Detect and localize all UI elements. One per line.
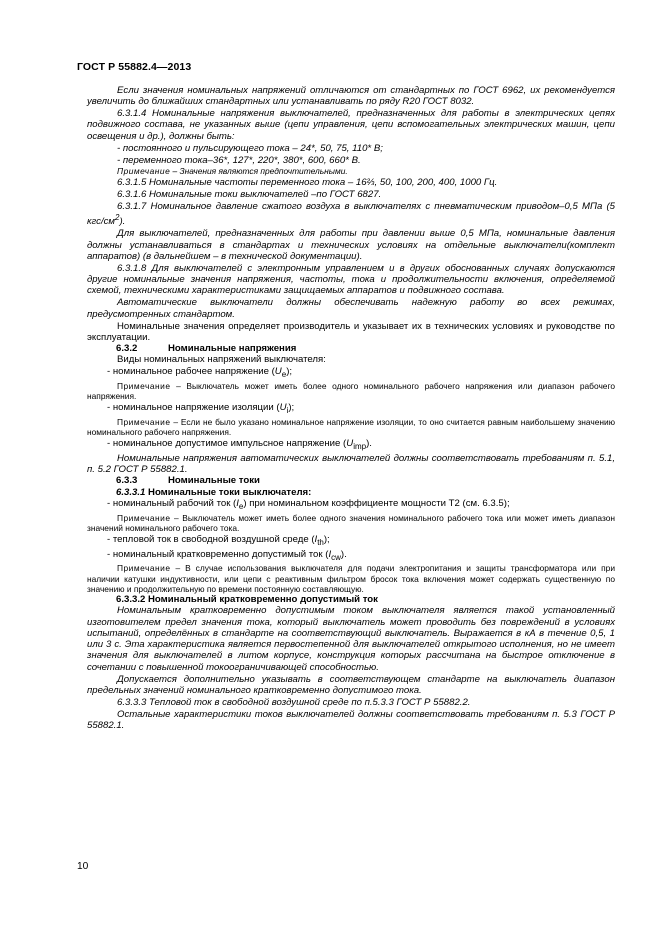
item-text: - номинальное допустимое импульсное напряжение ( bbox=[107, 437, 347, 449]
symbol: I bbox=[236, 497, 239, 509]
section-number: 6.3.2 bbox=[116, 343, 138, 355]
section-heading-6-3-3 bbox=[87, 475, 615, 486]
symbol: U bbox=[346, 437, 354, 449]
symbol-subscript: cw bbox=[331, 552, 341, 562]
item-tail: ); bbox=[323, 533, 330, 545]
clause-6-3-3-3: 6.3.3.3 Тепловой ток в свободной воздушной среде по п.5.3.3 ГОСТ Р 55882.2. bbox=[117, 696, 471, 708]
note-insulation-voltage bbox=[87, 417, 615, 437]
clause-6-3-1-4: 6.3.1.4 Номинальные напряжения выключателей, предназначенных для работы в электрических цепях подвижного состава, не указанных выше (цепи управления, цепи вспомогательных электрических машин, цепи освещения и др.), должны быть: bbox=[87, 108, 615, 142]
paragraph-other-current-characteristics: Остальные характеристики токов выключателей должны соответствовать требованиям п. 5.3 ГОСТ Р 55882.1. bbox=[87, 708, 615, 731]
note-text: – В случае использования выключателя для подачи электропитания и защиты трансформатора или при наличии катушки индуктивности, или цепи с реактивным фильтром бросок тока включения может содержать существенную по значению и продолжительную по времени постоянную составляющую. bbox=[87, 563, 615, 594]
item-text: - тепловой ток в свободной воздушной среде ( bbox=[107, 533, 315, 545]
symbol-subscript: th bbox=[317, 537, 324, 547]
symbol: I bbox=[314, 533, 318, 545]
note-text: – Выключатель может иметь более одного номинального рабочего напряжения или диапазон рабочего напряжения. bbox=[87, 381, 615, 402]
section-title: Номинальные токи bbox=[168, 475, 260, 487]
symbol: U bbox=[274, 366, 282, 378]
symbol-subscript: imp bbox=[353, 441, 367, 451]
note-label: Примечание bbox=[117, 381, 171, 392]
item-tail: ). bbox=[366, 437, 372, 449]
paragraph-reliable-operation: Автоматические выключатели должны обеспечивать надежную работу во всех режимах, предусмотренных стандартом. bbox=[87, 297, 615, 320]
paragraph-manufacturer-values: Номинальные значения определяет производитель и указывает их в технических условиях и руководстве по эксплуатации. bbox=[87, 320, 615, 343]
subsection-title: Номинальные токи выключателя: bbox=[145, 486, 312, 498]
note-text: – Значения являются предпочтительными. bbox=[170, 166, 348, 177]
note-preferred-values bbox=[87, 166, 615, 176]
list-item-rated-operating-current bbox=[87, 498, 615, 512]
paragraph-pressure-above: Для выключателей, предназначенных для работы при давлении выше 0,5 МПа, номинальные давления должны устанавливаться в стандартах и технических условиях на отдельные выключатели(комплект аппаратов) (в дальнейшем – в технической документации). bbox=[87, 228, 615, 262]
note-operating-voltage bbox=[87, 381, 615, 401]
note-operating-current bbox=[87, 513, 615, 533]
section-heading-6-3-2 bbox=[87, 343, 615, 354]
item-tail: ); bbox=[286, 366, 293, 378]
note-label: Примечание bbox=[117, 166, 171, 177]
list-item-short-time-current bbox=[87, 549, 615, 563]
symbol-subscript: e bbox=[238, 501, 244, 511]
note-label: Примечание bbox=[117, 563, 171, 574]
note-text: – Выключатель может иметь более одного значения номинального рабочего тока или может иметь диапазон значений номинального рабочего тока. bbox=[87, 512, 615, 533]
paragraph-voltage-types: Виды номинальных напряжений выключателя: bbox=[117, 354, 326, 366]
document-header: ГОСТ Р 55882.4—2013 bbox=[77, 61, 192, 73]
clause-6-3-1-6: 6.3.1.6 Номинальные токи выключателей –по ГОСТ 6827. bbox=[117, 189, 382, 201]
page-number: 10 bbox=[77, 861, 89, 872]
list-item-insulation-voltage bbox=[87, 402, 615, 416]
paragraph-voltage-requirements: Номинальные напряжения автоматических выключателей должны соответствовать требованиям п. 5.1, п. 5.2 ГОСТ Р 55882.1. bbox=[87, 452, 615, 476]
list-item-rated-operating-voltage bbox=[87, 366, 615, 380]
note-label: Примечание bbox=[117, 416, 171, 427]
paragraph-short-time-current-definition: Номинальным кратковременно допустимым током выключателя является такой установленный изготовителем предел значения тока, который выключатель может проводить без повреждений в условиях испытаний, определённых в стандарте на соответствующий выключатель. Выражается в кА в течение 0,5, 1 или 3 с. Эта характеристика является первостепенной для выключателей открытого исполнения, но не имеет значения для выключателей в литом корпусе, конструкция которых рассчитана на быстрое отключение в сочетании с повышенной токоограничивающей способностью. bbox=[87, 605, 615, 673]
item-tail: ). bbox=[340, 548, 347, 560]
paragraph-gost-6962-note: Если значения номинальных напряжений отличаются от стандартных по ГОСТ 6962, их рекомендуется увеличить до ближайших стандартных или устанавливать по ряду R20 ГОСТ 8032. bbox=[87, 85, 615, 108]
symbol: U bbox=[279, 402, 287, 414]
item-tail: ); bbox=[288, 402, 295, 414]
symbol: I bbox=[328, 548, 332, 560]
clause-6-3-1-7-text: 6.3.1.7 Номинальное давление сжатого воздуха в выключателях с пневматическим приводом–0,5 МПа (5 кгс/см bbox=[87, 201, 615, 228]
section-number: 6.3.3 bbox=[116, 475, 138, 487]
item-text: - номинальное рабочее напряжение ( bbox=[107, 366, 275, 378]
subsection-number: 6.3.3.1 bbox=[116, 486, 146, 498]
superscript: 2 bbox=[115, 213, 120, 223]
symbol-subscript: e bbox=[281, 370, 287, 380]
clause-6-3-1-7-tail: ). bbox=[119, 216, 126, 228]
subsection-heading-6-3-3-2: 6.3.3.2 Номинальный кратковременно допустимый ток bbox=[116, 593, 378, 605]
symbol-subscript: i bbox=[286, 406, 289, 416]
document-body bbox=[87, 85, 615, 731]
note-text: – Если не было указано номинальное напряжение изоляции, то оно считается равным наибольшему значению номинального рабочего напряжения. bbox=[87, 416, 615, 438]
list-item-thermal-current bbox=[87, 534, 615, 548]
list-item-impulse-voltage bbox=[87, 438, 615, 452]
item-text: - номинальный рабочий ток ( bbox=[107, 497, 237, 509]
section-title: Номинальные напряжения bbox=[168, 343, 297, 355]
item-text: - номинальное напряжение изоляции ( bbox=[107, 402, 280, 414]
list-item-ac-voltages: - переменного тока–36*, 127*, 220*, 380*, 600, 660* В. bbox=[117, 154, 361, 166]
item-text: - номинальный кратковременно допустимый ток ( bbox=[107, 548, 329, 560]
list-item-dc-voltages: - постоянного и пульсирующего тока – 24*, 50, 75, 110* В; bbox=[117, 142, 383, 154]
clause-6-3-1-7 bbox=[87, 201, 615, 228]
note-inrush-current bbox=[87, 563, 615, 594]
item-tail: ) при номинальном коэффициенте мощности Т2 (см. 6.3.5); bbox=[243, 497, 510, 509]
clause-6-3-1-8: 6.3.1.8 Для выключателей с электронным управлением и в других обоснованных случаях допускаются другие номинальные значения напряжения, частоты, тока и продолжительности включения, определяемой схемой, техническими характеристиками защищаемых аппаратов и подвижного состава. bbox=[87, 262, 615, 297]
note-label: Примечание bbox=[117, 512, 171, 523]
subsection-heading-6-3-3-1 bbox=[87, 487, 615, 498]
paragraph-additional-range: Допускается дополнительно указывать в соответствующем стандарте на выключатель диапазон предельных значений номинального кратковременно допустимого тока. bbox=[87, 673, 615, 696]
clause-6-3-1-5: 6.3.1.5 Номинальные частоты переменного тока – 16⅔, 50, 100, 200, 400, 1000 Гц. bbox=[117, 177, 498, 189]
